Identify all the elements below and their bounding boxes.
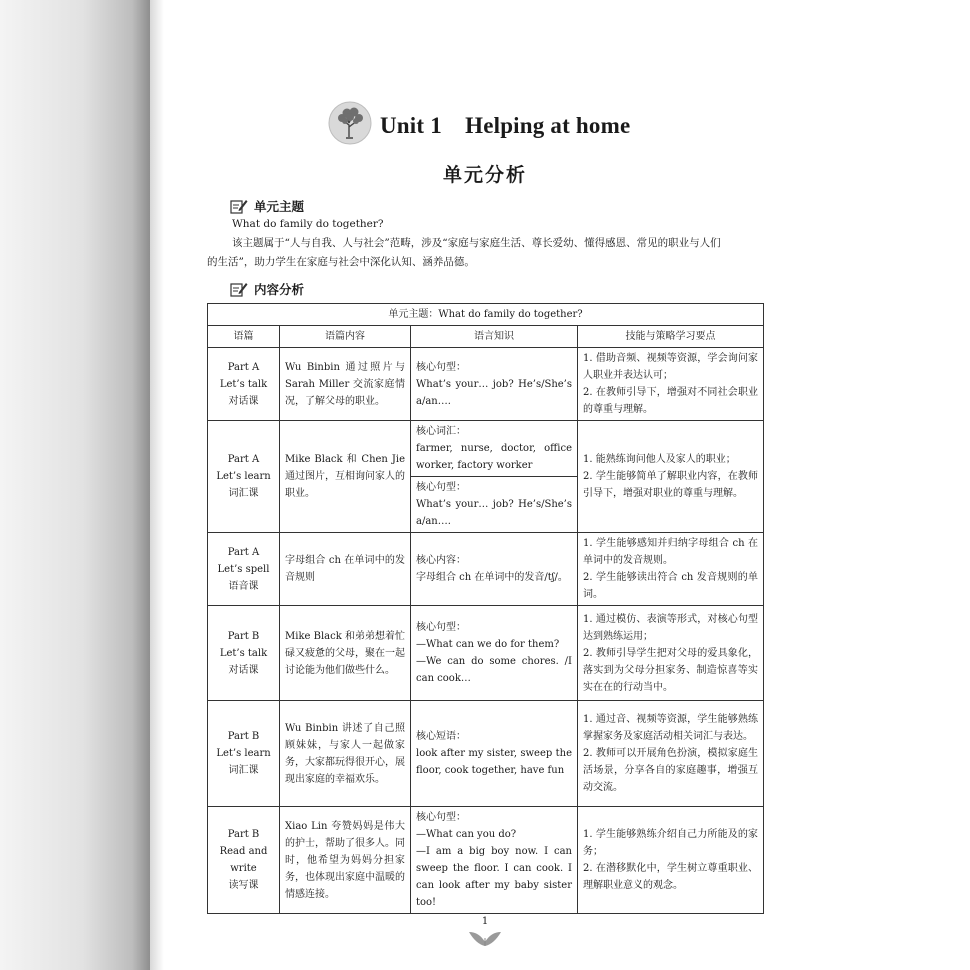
- knowledge-text: —What can we do for them?: [416, 639, 560, 650]
- part-line: 词汇课: [228, 488, 259, 499]
- part-line: Part B: [227, 829, 260, 840]
- column-header: 语篇内容: [280, 326, 411, 348]
- knowledge-text: 字母组合 ch 在单词中的发音/tʃ/。: [416, 572, 568, 583]
- knowledge-cell: [411, 348, 578, 421]
- knowledge-cell: [411, 477, 578, 533]
- skill-item: 2. 学生能够简单了解职业内容，在教师引导下，增强对职业的尊重与理解。: [583, 471, 759, 499]
- content-cell: Xiao Lin 夸赞妈妈是伟大的护士，帮助了很多人。同时，他希望为妈妈分担家务，也体现出家庭中温暖的情感连接。: [280, 807, 411, 914]
- skill-item: 2. 在教师引导下，增强对不同社会职业的尊重与理解。: [583, 387, 759, 415]
- skill-item: 1. 能熟练询问他人及家人的职业；: [583, 454, 736, 465]
- page-edge: [150, 0, 164, 970]
- page-number: 1: [481, 916, 489, 927]
- knowledge-text: What’s your… job? He’s/She’s a/an….: [416, 499, 572, 527]
- part-line: Part A: [227, 361, 260, 373]
- knowledge-cell: [411, 701, 578, 807]
- skills-cell: [578, 701, 764, 807]
- skill-item: 2. 在潜移默化中，学生树立尊重职业、理解职业意义的观念。: [583, 863, 759, 891]
- content-heading: [230, 279, 304, 299]
- knowledge-label: 核心内容：: [416, 555, 466, 566]
- knowledge-text: What’s your… job? He’s/She’s a/an….: [416, 378, 572, 407]
- skill-item: 2. 学生能够读出符合 ch 发音规则的单词。: [583, 572, 759, 600]
- pen-paper-icon: [230, 281, 248, 297]
- skill-item: 1. 借助音频、视频等资源，学会询问家人职业并表达认可；: [583, 353, 759, 381]
- part-line: 读写课: [228, 880, 259, 891]
- part-line: Let’s learn: [216, 471, 271, 482]
- part-cell: [208, 533, 280, 606]
- content-cell: Wu Binbin 讲述了自己照顾妹妹，与家人一起做家务，大家都玩得很开心，展现出家庭的幸福欢乐。: [280, 701, 411, 807]
- knowledge-label: 核心句型：: [416, 622, 466, 633]
- pen-paper-icon: [230, 198, 248, 214]
- theme-heading-label: 单元主题: [254, 199, 305, 214]
- column-header: 语言知识: [411, 326, 578, 348]
- knowledge-label: 核心句型：: [416, 812, 466, 823]
- skill-item: 1. 通过模仿、表演等形式，对核心句型达到熟练运用；: [583, 613, 759, 642]
- part-line: write: [230, 863, 257, 874]
- table-header-row: [208, 326, 764, 348]
- content-analysis-table: [207, 303, 764, 914]
- skill-item: 2. 教师可以开展角色扮演，模拟家庭生活场景，分享各自的家庭趣事，增强互动交流。: [583, 748, 759, 793]
- knowledge-cell: [411, 807, 578, 914]
- part-line: 对话课: [228, 395, 259, 407]
- tree-icon: [328, 101, 372, 145]
- part-cell: [208, 606, 280, 701]
- table-row: [208, 606, 764, 701]
- table-row: [208, 533, 764, 606]
- knowledge-text: —What can you do?: [416, 829, 517, 840]
- column-header: 技能与策略学习要点: [578, 326, 764, 348]
- table-row: [208, 348, 764, 421]
- column-header: 语篇: [208, 326, 280, 348]
- skills-cell: [578, 348, 764, 421]
- part-cell: [208, 807, 280, 914]
- knowledge-cell: [411, 421, 578, 477]
- table-title: 单元主题：What do family do together?: [208, 304, 764, 326]
- skills-cell: [578, 606, 764, 701]
- skill-item: 1. 学生能够熟练介绍自己力所能及的家务；: [583, 829, 759, 857]
- knowledge-label: 核心短语：: [416, 731, 466, 742]
- leaf-icon: [466, 926, 504, 948]
- knowledge-cell: [411, 606, 578, 701]
- knowledge-text: —I am a big boy now. I can sweep the floor. I can cook. I can look after my baby sister too!: [416, 846, 572, 908]
- part-line: Part B: [227, 630, 260, 642]
- table-row: [208, 421, 764, 477]
- knowledge-label: 核心句型：: [416, 482, 466, 493]
- part-line: Part A: [227, 546, 260, 558]
- content-cell: Mike Black 和弟弟想着忙碌又疲惫的父母，聚在一起讨论能为他们做些什么。: [280, 606, 411, 701]
- unit-title: Unit 1 Helping at home: [380, 112, 631, 138]
- part-cell: [208, 348, 280, 421]
- part-cell: [208, 701, 280, 807]
- table-row: [208, 807, 764, 914]
- part-line: 语音课: [228, 580, 259, 592]
- table-title-row: [208, 304, 764, 326]
- page-gutter-shadow: [0, 0, 150, 970]
- skills-cell: [578, 421, 764, 533]
- part-line: Let’s spell: [217, 563, 270, 575]
- part-line: 词汇课: [228, 765, 259, 776]
- knowledge-cell: [411, 533, 578, 606]
- knowledge-label: 核心词汇：: [416, 426, 466, 437]
- content-cell: Mike Black 和 Chen Jie 通过图片，互相询问家人的职业。: [280, 421, 411, 533]
- knowledge-text: farmer, nurse, doctor, office worker, factory worker: [416, 443, 572, 471]
- skills-cell: [578, 807, 764, 914]
- part-cell: [208, 421, 280, 533]
- part-line: Part B: [227, 731, 260, 742]
- theme-description-line2: 的生活”，助力学生在家庭与社会中深化认知、涵养品德。: [207, 256, 475, 268]
- part-line: Let’s learn: [216, 748, 271, 759]
- table-row: [208, 701, 764, 807]
- skill-item: 1. 通过音、视频等资源，学生能够熟练掌握家务及家庭活动相关词汇与表达。: [583, 714, 759, 742]
- unit-header: [328, 101, 630, 145]
- knowledge-text: —We can do some chores. /I can cook…: [416, 656, 572, 684]
- knowledge-text: look after my sister, sweep the floor, cook together, have fun: [416, 748, 572, 776]
- theme-description-line1: 该主题属于“人与自我、人与社会”范畴，涉及“家庭与家庭生活、尊长爱幼、懂得感恩、常见的职业与人们: [232, 237, 721, 249]
- part-line: Read and: [219, 846, 268, 857]
- content-cell: 字母组合 ch 在单词中的发音规则: [280, 533, 411, 606]
- part-line: Let’s talk: [219, 647, 268, 659]
- skill-item: 1. 学生能够感知并归纳字母组合 ch 在单词中的发音规则。: [583, 538, 759, 566]
- content-heading-label: 内容分析: [254, 282, 305, 297]
- part-line: 对话课: [228, 664, 259, 676]
- skills-cell: [578, 533, 764, 606]
- theme-question: What do family do together?: [232, 218, 384, 230]
- part-line: Let’s talk: [219, 378, 268, 390]
- skill-item: 2. 教师引导学生把对父母的爱具象化，落实到为父母分担家务、制造惊喜等实实在在的行动当中。: [583, 647, 759, 693]
- section-title: 单元分析: [442, 164, 527, 186]
- content-cell: Wu Binbin 通过照片与Sarah Miller 交流家庭情况，了解父母的职业。: [280, 348, 411, 421]
- theme-heading: [230, 196, 304, 216]
- knowledge-label: 核心句型：: [416, 361, 466, 373]
- part-line: Part A: [227, 454, 260, 465]
